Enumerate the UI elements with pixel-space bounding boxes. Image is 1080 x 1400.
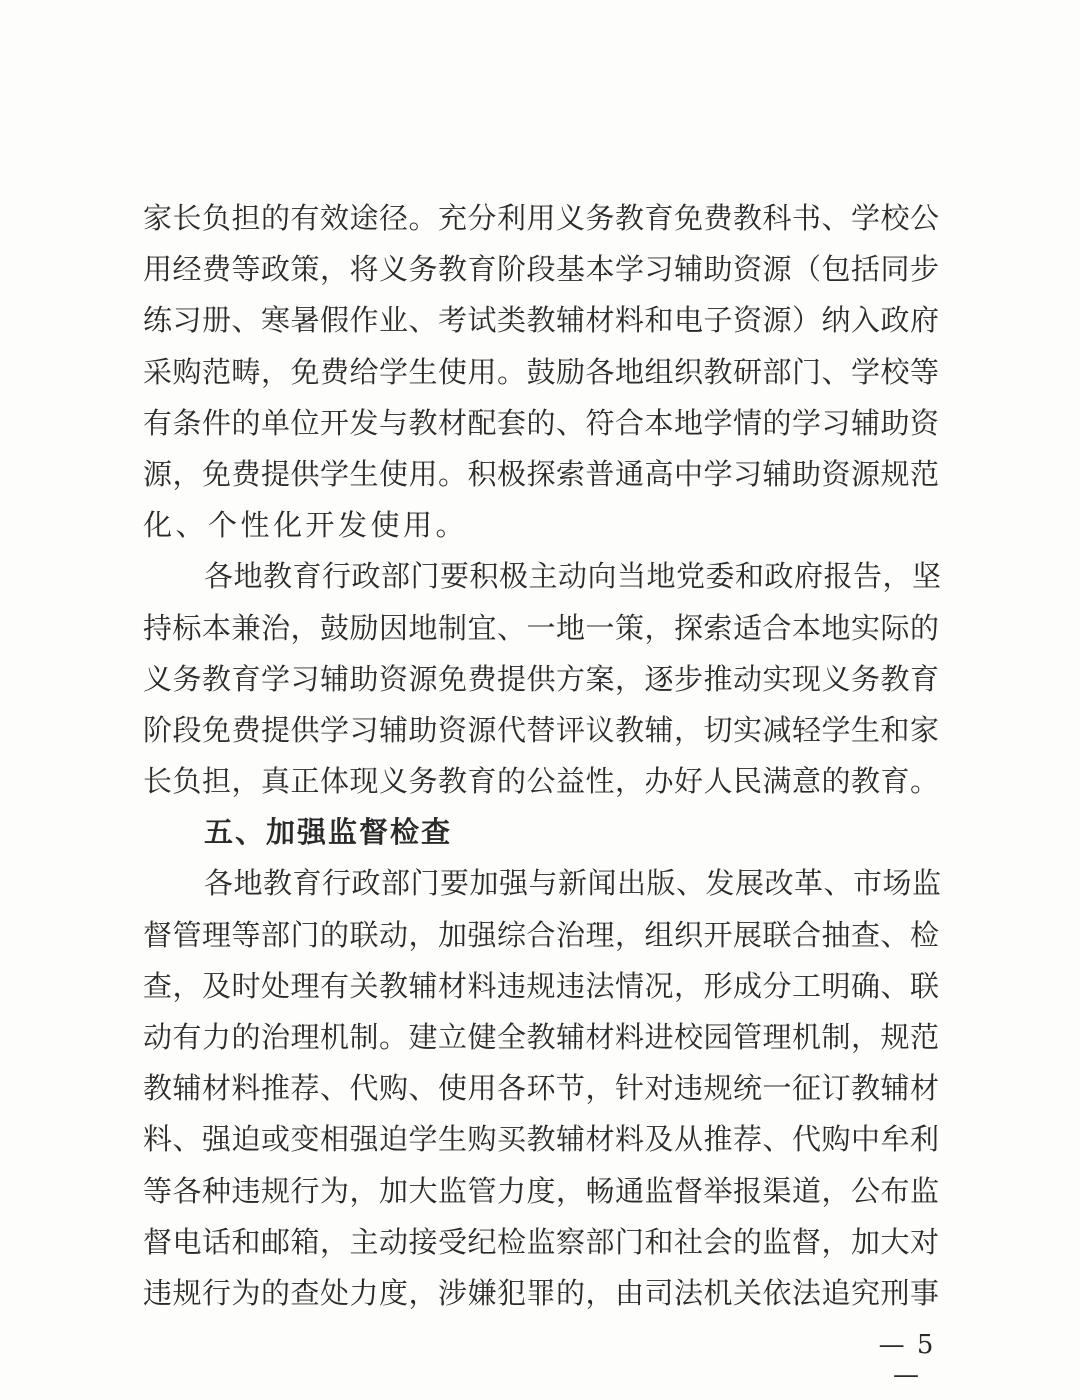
body-text — [143, 193, 943, 1319]
text-line: 教辅材料推荐、代购、使用各环节，针对违规统一征订教辅材 — [143, 1071, 940, 1106]
text-line: 等各种违规行为，加大监管力度，畅通监督举报渠道，公布监 — [143, 1173, 940, 1208]
text-line: 查，及时处理有关教辅材料违规违法情况，形成分工明确、联 — [143, 968, 940, 1003]
text-line: 持标本兼治，鼓励因地制宜、一地一策，探索适合本地实际的 — [143, 610, 940, 645]
text-line: 督电话和邮箱，主动接受纪检监察部门和社会的监督，加大对 — [143, 1224, 940, 1259]
paragraph-start-line: 各地教育行政部门要加强与新闻出版、发展改革、市场监 — [204, 866, 942, 901]
text-line: 用经费等政策，将义务教育阶段基本学习辅助资源（包括同步 — [143, 252, 940, 287]
text-line: 督管理等部门的联动，加强综合治理，组织开展联合抽查、检 — [143, 917, 940, 952]
text-line: 阶段免费提供学习辅助资源代替评议教辅，切实减轻学生和家 — [143, 712, 940, 747]
text-line: 源，免费提供学生使用。积极探索普通高中学习辅助资源规范 — [143, 456, 940, 491]
text-line: 练习册、寒暑假作业、考试类教辅材料和电子资源）纳入政府 — [143, 303, 940, 338]
text-line: 长负担，真正体现义务教育的公益性，办好人民满意的教育。 — [143, 764, 940, 799]
text-line: 动有力的治理机制。建立健全教辅材料进校园管理机制，规范 — [143, 1020, 940, 1054]
text-line: 义务教育学习辅助资源免费提供方案，逐步推动实现义务教育 — [143, 661, 940, 696]
text-line: 违规行为的查处力度，涉嫌犯罪的，由司法机关依法追究刑事 — [143, 1275, 940, 1310]
section-heading: 五、加强监督检查 — [204, 815, 453, 850]
text-line: 化、个性化开发使用。 — [143, 508, 469, 543]
text-line: 采购范畴，免费给学生使用。鼓励各地组织教研部门、学校等 — [143, 354, 940, 389]
page-number: — 5 — — [878, 1330, 936, 1390]
text-line: 家长负担的有效途径。充分利用义务教育免费教科书、学校公 — [143, 201, 940, 235]
text-line: 有条件的单位开发与教材配套的、符合本地学情的学习辅助资 — [143, 405, 940, 440]
paragraph-start-line: 各地教育行政部门要积极主动向当地党委和政府报告，坚 — [204, 559, 942, 594]
text-line: 料、强迫或变相强迫学生购买教辅材料及从推荐、代购中牟利 — [143, 1122, 940, 1157]
